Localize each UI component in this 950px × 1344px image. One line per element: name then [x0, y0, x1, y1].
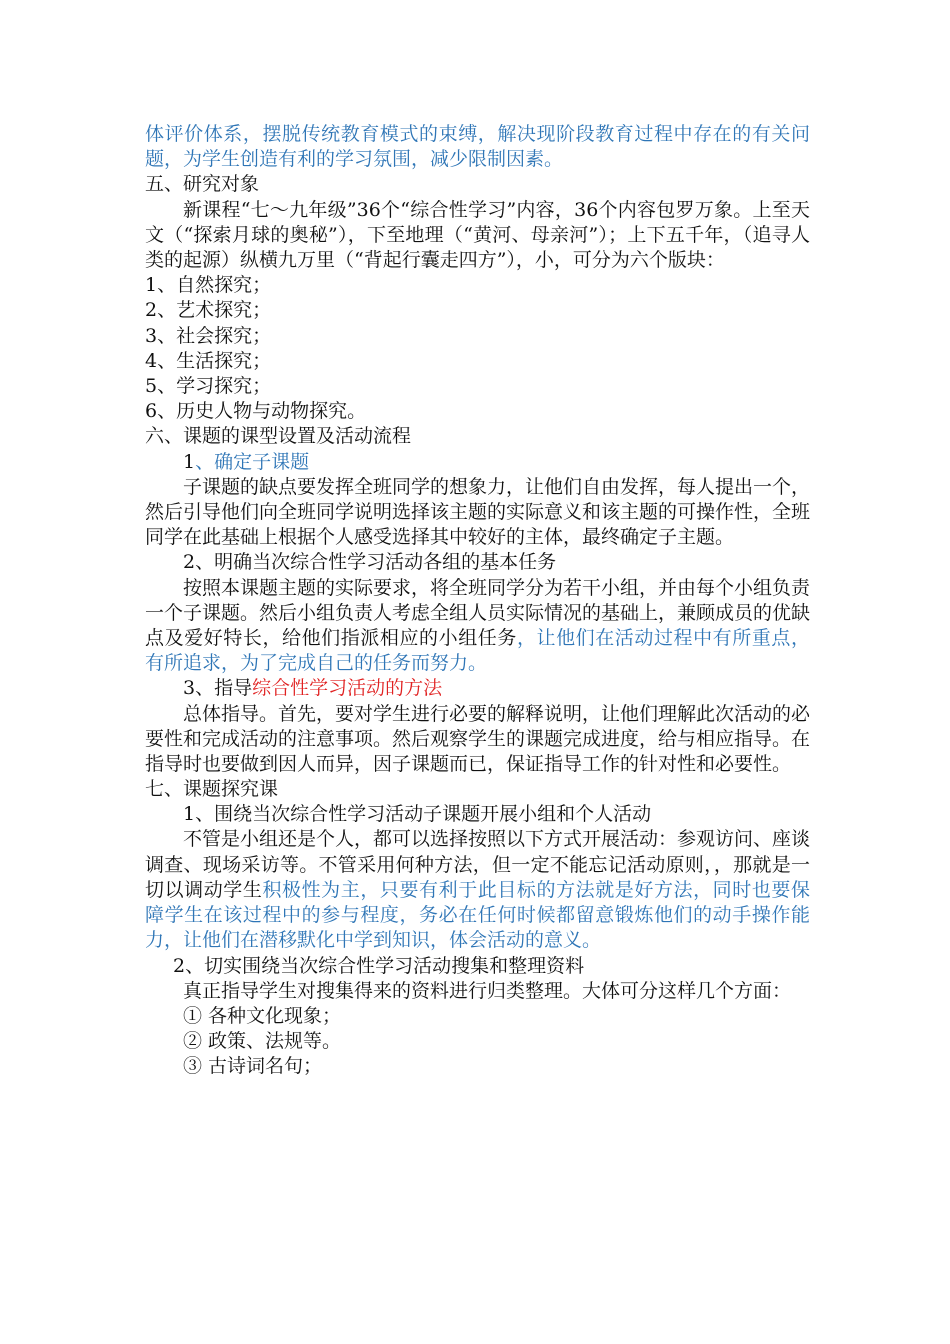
list-item: ① 各种文化现象；: [183, 1004, 342, 1027]
document-body: [145, 122, 810, 1079]
section-heading-5: 五、研究对象: [145, 173, 260, 196]
list-item: 1、自然探究；: [145, 274, 272, 297]
paragraph-text: 按照本课题主题的实际要求，将全班同学分为若干小组，并由每个小组负责一个子课题。然后小组负责人考虑全组人员实际情况的基础上，兼顾成员的优缺点及爱好特长，给他们指派相应的小组任务: [145, 576, 811, 649]
paragraph-research-objects: 新课程“七～九年级”36个“综合性学习”内容，36个内容包罗万象。上至天文（“探索月球的奥秘”），下至地理（“黄河、母亲河”）；上下五千年，（追寻人类的起源）纵横九万里（“背起行囊走四方”），小，可分为六个版块：: [145, 198, 810, 271]
paragraph-6-2: [145, 576, 810, 677]
subsection-number: 1: [183, 450, 196, 473]
paragraph-text-highlight: ，让他们在活动过程中有所重点，有所追求，为了完成自己的任务而努力。: [145, 626, 810, 675]
list-item: 4、生活探究；: [145, 349, 272, 372]
list-item: 3、社会探究；: [145, 324, 272, 347]
list-item: ② 政策、法规等。: [183, 1030, 342, 1053]
paragraph-text-highlight: 积极性为主，只要有利于此目标的方法就是好方法，同时也要保障学生在该过程中的参与程度，务必在任何时候都留意锻炼他们的动手操作能力，让他们在潜移默化中学到知识，体会活动的意义。: [145, 878, 810, 952]
paragraph-7-1: [145, 827, 810, 953]
paragraph-text: 不管是小组还是个人，都可以选择按照以下方式开展活动：参观访问、座谈调查、现场采访等。不管采用何种方法，但一定不能忘记活动原则，，那就是一切以调动学生: [145, 828, 811, 901]
paragraph-6-3: 总体指导。首先，要对学生进行必要的解释说明，让他们理解此次活动的必要性和完成活动的注意事项。然后观察学生的课题完成进度，给与相应指导。在指导时也要做到因人而异，因子课题而已，保证指导工作的针对性和必要性。: [145, 702, 811, 775]
list-item: 5、学习探究；: [145, 374, 272, 397]
paragraph-continued: 体评价体系，摆脱传统教育模式的束缚，解决现阶段教育过程中存在的有关问题，为学生创造有利的学习氛围，减少限制因素。: [145, 123, 810, 171]
list-item: 6、历史人物与动物探究。: [145, 400, 367, 423]
section-heading-6: 六、课题的课型设置及活动流程: [145, 425, 412, 448]
subsection-heading-6-3: [145, 676, 810, 701]
list-item: ③ 古诗词名句；: [183, 1055, 323, 1078]
subsection-heading-7-1: 1、围绕当次综合性学习活动子课题开展小组和个人活动: [183, 803, 652, 826]
subsection-title-highlight: 综合性学习活动的方法: [252, 677, 443, 700]
list-item: 2、艺术探究；: [145, 299, 272, 322]
paragraph-6-1: 子课题的缺点要发挥全班同学的想象力，让他们自由发挥，每人提出一个，然后引导他们向全班同学说明选择该主题的实际意义和该主题的可操作性，全班同学在此基础上根据个人感受选择其中较好的主体，最终确定子主题。: [145, 475, 811, 549]
subsection-title: 3、指导: [183, 677, 253, 700]
subsection-heading-6-2: 2、明确当次综合性学习活动各组的基本任务: [183, 551, 557, 574]
subsection-heading-6-1: [145, 450, 810, 475]
paragraph-7-2: 真正指导学生对搜集得来的资料进行归类整理。大体可分这样几个方面：: [183, 979, 792, 1002]
subsection-heading-7-2: 2、切实围绕当次综合性学习活动搜集和整理资料: [173, 954, 585, 977]
section-heading-7: 七、课题探究课: [145, 778, 279, 801]
subsection-title: 、确定子课题: [195, 450, 310, 473]
